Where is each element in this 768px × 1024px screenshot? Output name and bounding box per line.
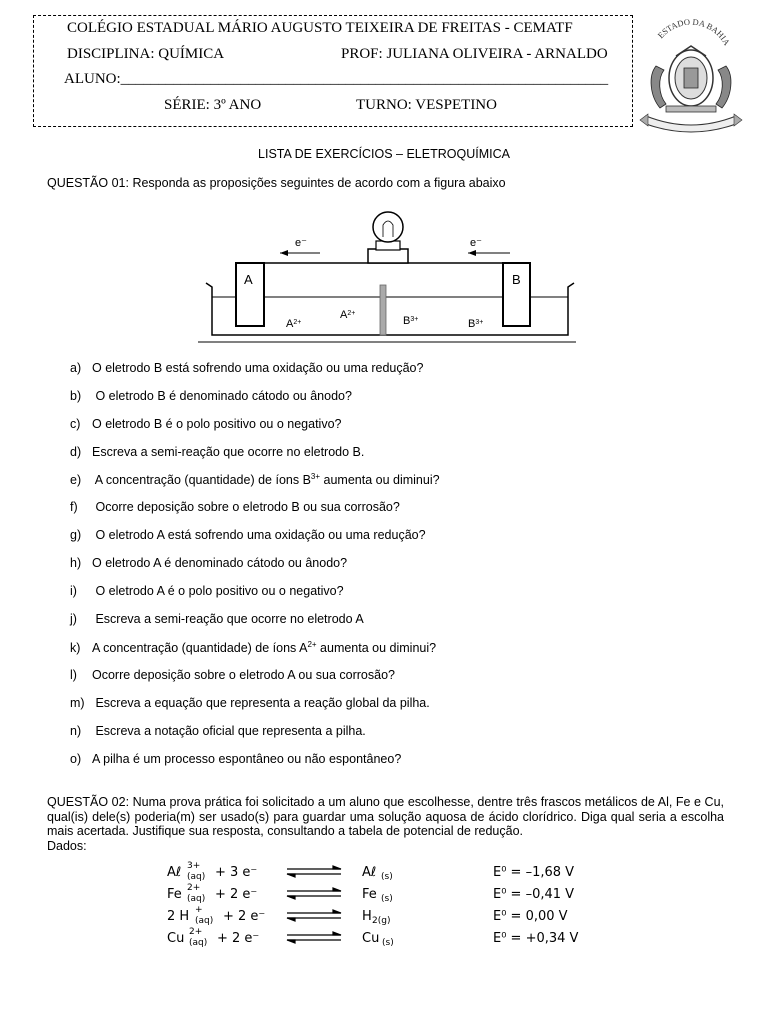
grade: SÉRIE: 3º ANO	[164, 97, 262, 113]
electrode-a-label: A	[244, 272, 253, 287]
svg-text:E⁰ = 0,00 V: E⁰ = 0,00 V	[493, 909, 568, 924]
svg-text:(aq): (aq)	[195, 916, 214, 926]
svg-text:2(g): 2(g)	[372, 916, 391, 926]
equation-row-fe	[167, 883, 574, 904]
header-box	[33, 15, 633, 127]
svg-text:(aq): (aq)	[187, 894, 206, 904]
list-item: c) O eletrodo B é o polo positivo ou o negativo?	[70, 417, 342, 431]
svg-text:(s): (s)	[381, 894, 393, 904]
question1-prompt: QUESTÃO 01: Responda as proposições seguintes de acordo com a figura abaixo	[47, 176, 506, 190]
svg-text:Aℓ: Aℓ	[167, 865, 182, 880]
list-item: e) A concentração (quantidade) de íons $B^{3+}$ aumenta ou diminui?	[70, 472, 440, 488]
school-name: COLÉGIO ESTADUAL MÁRIO AUGUSTO TEIXEIRA DE FREITAS - CEMATF	[67, 20, 573, 36]
list-item: f) Ocorre deposição sobre o eletrodo B ou sua corrosão?	[70, 500, 400, 514]
student-field[interactable]: ALUNO:_________________________________________________________________	[64, 71, 609, 87]
arrow-left-icon-2	[468, 250, 476, 256]
list-item: j) Escreva a semi-reação que ocorre no eletrodo A	[70, 612, 364, 626]
list-item: o) A pilha é um processo espontâneo ou não espontâneo?	[70, 752, 402, 766]
svg-text:3+: 3+	[187, 861, 201, 871]
svg-text:ESTADO DA BAHIA	[656, 17, 733, 48]
svg-text:+: +	[195, 905, 203, 915]
shift: TURNO: VESPETINO	[356, 97, 497, 113]
equation-row-al	[167, 861, 574, 882]
teacher: PROF: JULIANA OLIVEIRA - ARNALDO	[341, 46, 608, 62]
discipline: DISCIPLINA: QUÍMICA	[67, 46, 225, 62]
page-title: LISTA DE EXERCÍCIOS – ELETROQUÍMICA	[258, 147, 510, 161]
light-bulb-icon	[373, 212, 403, 242]
ion-a-1: $A^{2+}$	[286, 318, 302, 330]
list-item: b) O eletrodo B é denominado cátodo ou ânodo?	[70, 389, 352, 403]
svg-text:(s): (s)	[382, 938, 394, 948]
list-item: a) O eletrodo B está sofrendo uma oxidação ou uma redução?	[70, 361, 424, 375]
svg-text:Fe: Fe	[362, 887, 377, 902]
porous-wall	[380, 285, 386, 335]
arrow-left-icon	[280, 250, 288, 256]
svg-text:(s): (s)	[381, 872, 393, 882]
list-item: i) O eletrodo A é o polo positivo ou o negativo?	[70, 584, 344, 598]
data-label: Dados:	[47, 838, 87, 853]
svg-text:E⁰ = –0,41 V: E⁰ = –0,41 V	[493, 887, 575, 902]
list-item: m) Escreva a equação que representa a reação global da pilha.	[70, 696, 430, 710]
equation-row-h	[167, 905, 568, 926]
svg-text:2+: 2+	[187, 883, 201, 893]
galvanic-cell-diagram	[198, 205, 580, 355]
svg-text:(aq): (aq)	[189, 938, 208, 948]
equation-row-cu	[167, 927, 579, 948]
svg-text:Cu: Cu	[167, 931, 185, 946]
svg-text:+ 2 e⁻: + 2 e⁻	[217, 931, 260, 946]
reduction-potential-table	[165, 858, 605, 953]
question2	[47, 795, 724, 853]
svg-text:(aq): (aq)	[187, 872, 206, 882]
electron-label-right: e⁻	[470, 237, 482, 249]
list-item: h) O eletrodo A é denominado cátodo ou ânodo?	[70, 556, 348, 570]
question2-text: QUESTÃO 02: Numa prova prática foi solicitado a um aluno que escolhesse, dentre três frascos metálicos de Al, Fe e Cu, qual(is) dele(s) poderia(m) ser usado(s) para guardar uma solução aquosa de ácido clorídrico. Diga qual seria a escolha mais acertada. Justifique sua resposta, consultando a tabela de potencial de redução.	[47, 795, 724, 838]
svg-text:H: H	[362, 909, 372, 924]
seal-text: ESTADO DA BAHIA	[655, 16, 733, 48]
list-item: k) A concentração (quantidade) de íons $A^{2+}$ aumenta ou diminui?	[70, 640, 437, 656]
svg-text:Aℓ: Aℓ	[362, 865, 377, 880]
svg-text:Fe: Fe	[167, 887, 182, 902]
coat-of-arms-icon	[636, 16, 746, 136]
equilibrium-arrows-icon	[287, 866, 341, 943]
list-item: d) Escreva a semi-reação que ocorre no eletrodo B.	[70, 445, 365, 459]
svg-text:E⁰ = +0,34 V: E⁰ = +0,34 V	[493, 931, 579, 946]
svg-text:Cu: Cu	[362, 931, 380, 946]
bulb-base	[368, 249, 408, 263]
electrode-b-label: B	[512, 272, 521, 287]
svg-text:E⁰ = –1,68 V: E⁰ = –1,68 V	[493, 865, 575, 880]
svg-text:2 H: 2 H	[167, 909, 190, 924]
svg-text:+ 2 e⁻: + 2 e⁻	[223, 909, 266, 924]
list-item: n) Escreva a notação oficial que representa a pilha.	[70, 724, 366, 738]
ion-b-2: $B^{3+}$	[468, 318, 484, 330]
list-item: g) O eletrodo A está sofrendo uma oxidação ou uma redução?	[70, 528, 426, 542]
svg-text:+ 3 e⁻: + 3 e⁻	[215, 865, 258, 880]
ion-a-2: $A^{2+}$	[340, 309, 356, 321]
ion-b-1: $B^{3+}$	[403, 315, 419, 327]
svg-text:2+: 2+	[189, 927, 203, 937]
electron-label-left: e⁻	[295, 237, 307, 249]
list-item: l) Ocorre deposição sobre o eletrodo A ou sua corrosão?	[70, 668, 395, 682]
svg-text:+ 2 e⁻: + 2 e⁻	[215, 887, 258, 902]
